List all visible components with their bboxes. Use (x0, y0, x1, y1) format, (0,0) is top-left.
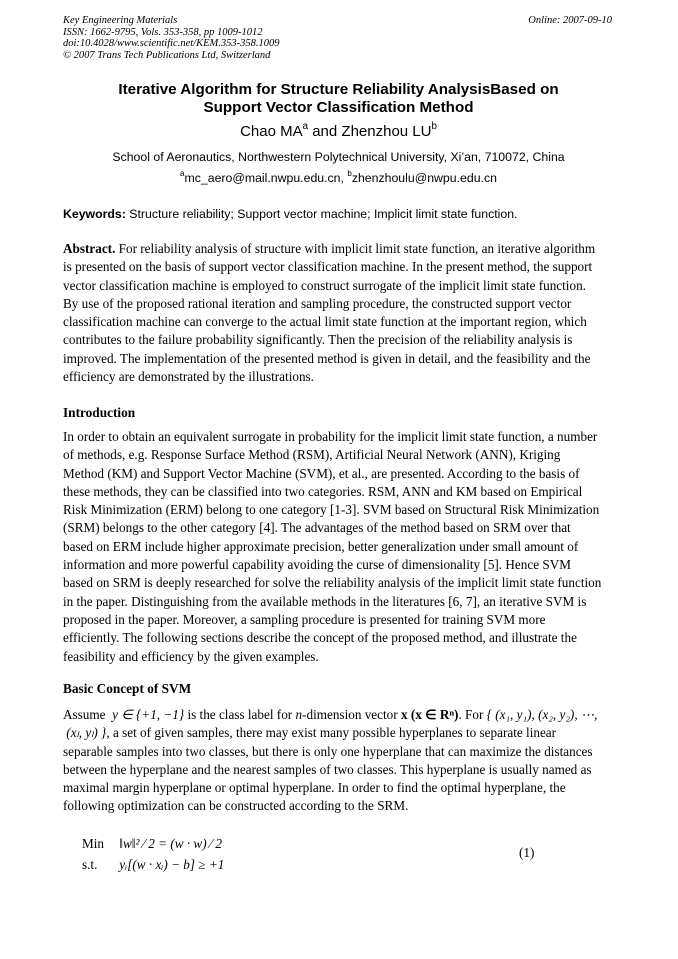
eq-min-label: Min (82, 836, 104, 851)
abstract (63, 240, 615, 386)
intro-line: in the paper. Distinguishing from the available methods in the literatures [6, 7], an iterative SVM is (63, 593, 587, 609)
intro-line: these methods, they can be classified into two categories. RSM, ANN and KM based on Empirical (63, 483, 583, 499)
equation-min-row (82, 835, 222, 853)
sample-set-end-math: (xₗ, yₗ) } (66, 725, 107, 741)
abstract-line: efficiency are demonstrated by the illustrations. (63, 369, 314, 385)
svm-line-1-c: -dimension vector (302, 707, 401, 722)
intro-line: Risk Minimization (ERM) belong to one category [1-3]. SVM based on Structural Risk Minimization (63, 502, 600, 518)
abstract-label: Abstract. (63, 241, 116, 256)
online-date: Online: 2007-09-10 (528, 15, 612, 26)
eq-st-label: s.t. (82, 857, 98, 872)
sample-set-math: { (x₁, y₁), (x₂, y₂), ⋯, (486, 707, 598, 722)
intro-line: based on SRM is deeply researched for solve the reliability analysis of the implicit limit state function (63, 575, 602, 591)
intro-line: efficiently. The following sections describe the concept of the proposed method, and illustrate the (63, 630, 577, 646)
keywords-label: Keywords: (63, 207, 126, 221)
intro-line: (SRM) belongs to the other category [4]. The advantages of the method based on SRM over that (63, 520, 571, 536)
abstract-line: improved. The implementation of the presented method is given in detail, and the feasibility and the (63, 350, 591, 366)
email-2-mark: b (347, 168, 352, 178)
paper-title (63, 81, 614, 117)
email-1-mark: a (180, 168, 185, 178)
abstract-line: vector classification machine is employed to construct surrogate of the implicit limit state function. (63, 277, 586, 293)
eq-st-expr: yᵢ[(w · xᵢ) − b] ≥ +1 (119, 857, 225, 872)
svm-line: maximal margin hyperplane or optimal hyperplane. In order to find the optimal hyperplane, the (63, 780, 566, 796)
svm-line-1 (63, 706, 615, 724)
intro-line: Method (KM) and Support Vector Machine (SVM), et al., are presented. According to the basis of (63, 465, 580, 481)
keywords (63, 206, 623, 222)
title-line-1: Iterative Algorithm for Structure Reliability AnalysisBased on (118, 81, 559, 98)
affiliation: School of Aeronautics, Northwestern Polytechnical University, Xi’an, 710072, China (112, 150, 565, 164)
intro-line: of methods, e.g. Response Surface Method (RSM), Artificial Neural Network (ANN), Kriging (63, 447, 561, 463)
title-line-2: Support Vector Classification Method (203, 99, 474, 116)
author-emails (63, 170, 614, 186)
doi-line: doi:10.4028/www.scientific.net/KEM.353-358.1009 (63, 38, 280, 49)
intro-line: proposed in the paper. Moreover, a sampling procedure is presented for training SVM more (63, 611, 546, 627)
eq-min-expr: ‖w‖² ⁄ 2 = (w · w) ⁄ 2 (119, 836, 222, 851)
author-2: Zhenzhou LU (341, 123, 432, 140)
svm-line: following optimization can be constructed according to the SRM. (63, 798, 409, 814)
abstract-line: is presented on the basis of support vector classification machine. In the present method, the support (63, 259, 593, 275)
introduction-body (63, 428, 615, 666)
author-1-affil-mark: a (302, 120, 309, 132)
svm-line-2-text: , a set of given samples, there may exist many possible hyperplanes to separate linear (106, 725, 557, 741)
author-list (63, 122, 614, 142)
email-1[interactable]: mc_aero@mail.nwpu.edu.cn, (184, 171, 348, 185)
dimension-n: n (295, 707, 303, 722)
class-label-math: y ∈ {+1, −1} (112, 707, 185, 722)
journal-header (63, 15, 280, 61)
author-2-affil-mark: b (431, 120, 437, 132)
author-separator: and (308, 123, 342, 140)
svm-body (63, 706, 615, 816)
equation-number: (1) (519, 845, 535, 860)
abstract-line (63, 240, 615, 258)
svm-line-2 (63, 724, 615, 742)
introduction-heading: Introduction (63, 405, 136, 420)
abstract-line: By use of the proposed rational iteration and sampling procedure, the constructed support vector (63, 295, 572, 311)
intro-line: feasibility and efficiency by the given examples. (63, 648, 319, 664)
svm-line-1-d: . For (458, 707, 487, 722)
author-1: Chao MA (240, 123, 303, 140)
intro-line: In order to obtain an equivalent surrogate in probability for the implicit limit state function, a number (63, 429, 598, 444)
abstract-line: contributes to the failure probability significantly. Then the precision of the reliability analysis is (63, 332, 573, 348)
issn-line: ISSN: 1662-9795, Vols. 353-358, pp 1009-1012 (63, 26, 263, 38)
svm-line: between the hyperplane and the nearest samples of two classes. This hyperplane is usually named as (63, 761, 592, 777)
abstract-line: classification machine can converge to the actual limit state function at the important region, which (63, 314, 587, 330)
svm-heading: Basic Concept of SVM (63, 681, 192, 696)
intro-line: based on ERM include higher approximate precision, better generalization under small amount of (63, 538, 579, 554)
vector-math: x (x ∈ Rⁿ) (400, 707, 459, 722)
abstract-line-text: For reliability analysis of structure with implicit limit state function, an iterative algorithm (115, 241, 596, 256)
email-2[interactable]: zhenzhoulu@nwpu.edu.cn (351, 171, 497, 185)
intro-line: information and more powerful capability avoiding the curse of dimensionality [5]. Hence SVM (63, 557, 571, 573)
copyright-line: © 2007 Trans Tech Publications Ltd, Switzerland (63, 49, 271, 61)
svm-line: separable samples into two classes, but there is only one hyperplane that can maximize the distances (63, 743, 593, 759)
journal-name: Key Engineering Materials (63, 15, 178, 26)
equation-st-row (82, 856, 224, 874)
svm-line-1-a: Assume (63, 707, 109, 722)
keywords-text: Structure reliability; Support vector machine; Implicit limit state function. (125, 207, 518, 221)
svm-line-1-b: is the class label for (184, 707, 296, 722)
